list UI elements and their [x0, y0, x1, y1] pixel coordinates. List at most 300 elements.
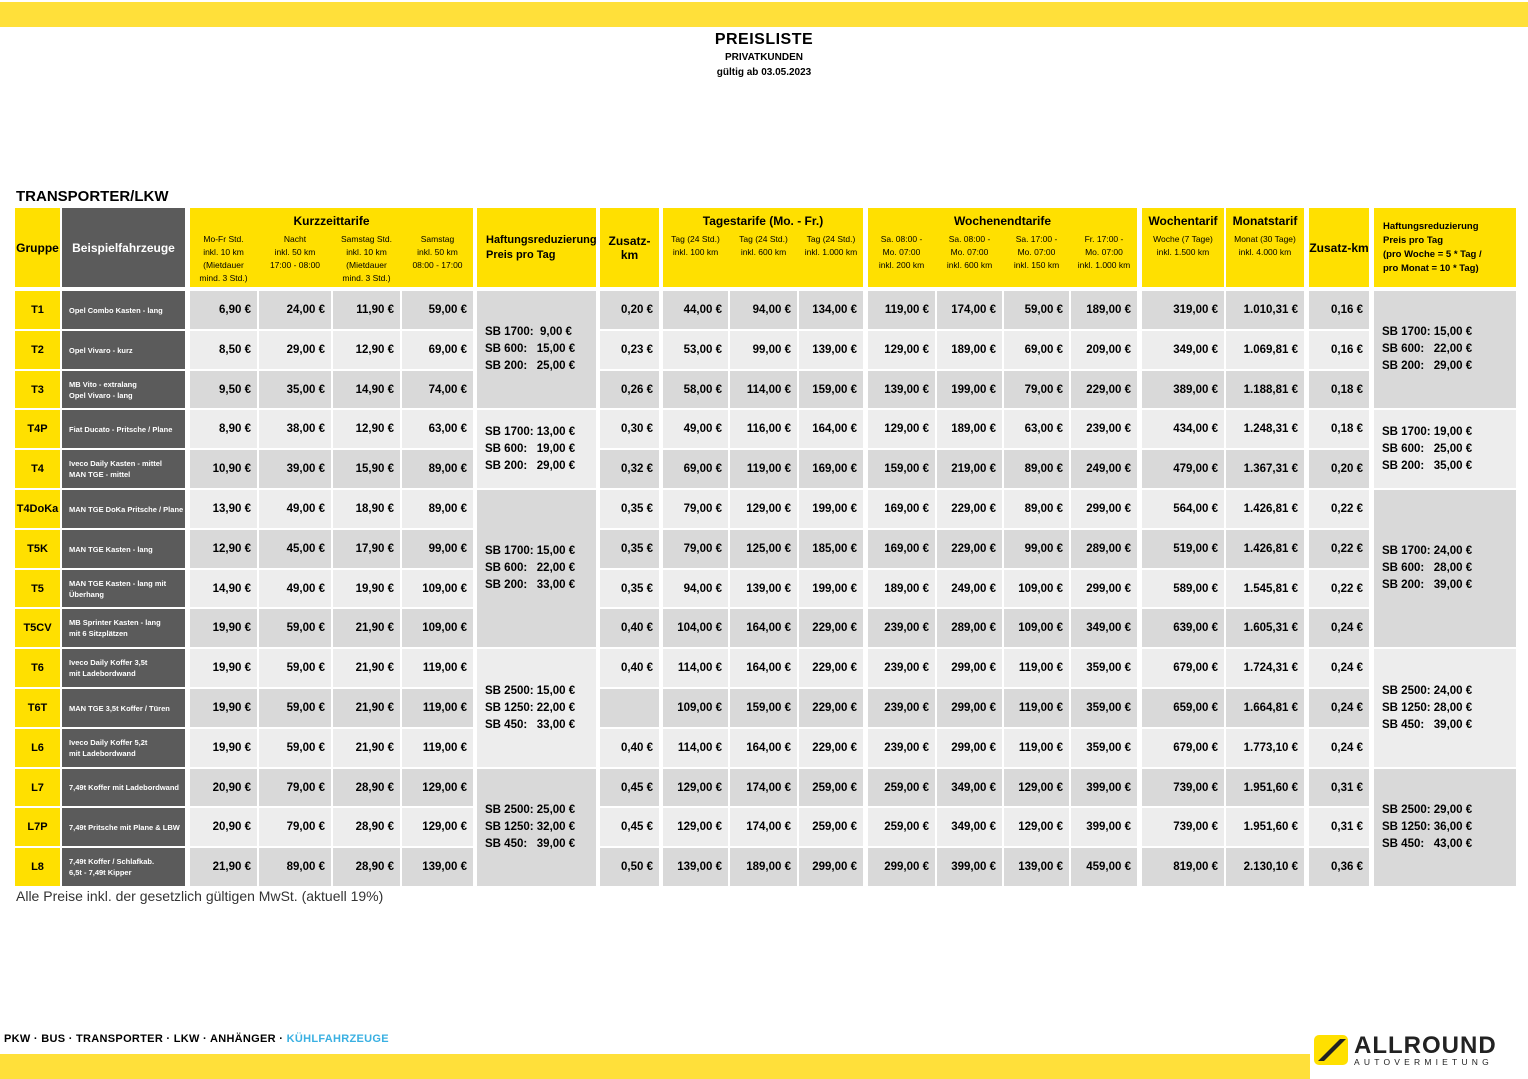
kurzzeit-price: 12,90 € [333, 331, 400, 369]
monats-price: 1.545,81 € [1226, 570, 1304, 607]
tages-price: 174,00 € [730, 808, 797, 846]
group-code: T6T [15, 689, 60, 727]
logo-mark-icon [1314, 1035, 1348, 1065]
zusatz-km-price-2: 0,18 € [1309, 410, 1369, 448]
group-code: T5CV [15, 609, 60, 647]
wochenend-price: 79,00 € [1004, 371, 1069, 408]
header-wochenend-sub: Sa. 17:00 - Mo. 07:00 inkl. 150 km [1013, 234, 1060, 270]
kurzzeit-price: 89,00 € [259, 848, 331, 886]
kurzzeit-price: 99,00 € [402, 530, 473, 568]
wochenend-price: 359,00 € [1071, 689, 1137, 727]
haftung-woche-block: SB 1700: 19,00 € SB 600: 25,00 € SB 200: 35,00 € [1374, 410, 1516, 488]
tages-price: 169,00 € [799, 450, 863, 488]
header-wochenend-sub: Sa. 08:00 - Mo. 07:00 inkl. 600 km [946, 234, 993, 270]
example-vehicle: Iveco Daily Kasten - mittel MAN TGE - mittel [62, 450, 185, 488]
wochen-price: 519,00 € [1142, 530, 1224, 568]
header-monatstarif-title: Monatstarif [1232, 214, 1298, 228]
haftung-tag-block: SB 1700: 9,00 € SB 600: 15,00 € SB 200: 25,00 € [477, 291, 596, 408]
tages-price: 53,00 € [663, 331, 728, 369]
wochenend-price: 99,00 € [1004, 530, 1069, 568]
zusatz-km-price-2: 0,36 € [1309, 848, 1369, 886]
wochenend-price: 299,00 € [937, 729, 1002, 767]
group-code: T2 [15, 331, 60, 369]
header-tagestarife-title: Tagestarife (Mo. - Fr.) [702, 214, 824, 228]
header-kurzzeit-sub: Mo-Fr Std. inkl. 10 km (Mietdauer mind. 3 Std.) [199, 234, 248, 283]
header-woche-sub: Woche (7 Tage) inkl. 1.500 km [1153, 234, 1213, 257]
zusatz-km-price: 0,40 € [600, 649, 659, 687]
wochenend-price: 239,00 € [868, 689, 935, 727]
example-vehicle: Opel Combo Kasten - lang [62, 291, 185, 329]
kurzzeit-price: 59,00 € [259, 689, 331, 727]
wochen-price: 434,00 € [1142, 410, 1224, 448]
wochenend-price: 209,00 € [1071, 331, 1137, 369]
zusatz-km-price-2: 0,20 € [1309, 450, 1369, 488]
wochenend-price: 359,00 € [1071, 729, 1137, 767]
tages-price: 116,00 € [730, 410, 797, 448]
wochenend-price: 459,00 € [1071, 848, 1137, 886]
tages-price: 94,00 € [663, 570, 728, 607]
tages-price: 139,00 € [663, 848, 728, 886]
kurzzeit-price: 19,90 € [190, 649, 257, 687]
header-kurzzeittarife-title: Kurzzeittarife [293, 214, 370, 228]
group-code: L7 [15, 769, 60, 806]
example-vehicle: MAN TGE DoKa Pritsche / Plane [62, 490, 185, 528]
wochenend-price: 239,00 € [1071, 410, 1137, 448]
haftung-tag-block: SB 1700: 13,00 € SB 600: 19,00 € SB 200: 29,00 € [477, 410, 596, 488]
haftung-woche-block: SB 1700: 15,00 € SB 600: 22,00 € SB 200: 29,00 € [1374, 291, 1516, 408]
zusatz-km-price-2: 0,16 € [1309, 291, 1369, 329]
tages-price: 164,00 € [730, 729, 797, 767]
kurzzeit-price: 14,90 € [190, 570, 257, 607]
header-zusatz-km-2: Zusatz-km [1309, 208, 1369, 287]
example-vehicle: MAN TGE 3,5t Koffer / Türen [62, 689, 185, 727]
wochen-price: 479,00 € [1142, 450, 1224, 488]
wochenend-price: 139,00 € [868, 371, 935, 408]
kurzzeit-price: 109,00 € [402, 609, 473, 647]
haftung-woche-block: SB 2500: 24,00 € SB 1250: 28,00 € SB 450: 39,00 € [1374, 649, 1516, 767]
tages-price: 185,00 € [799, 530, 863, 568]
wochenend-price: 249,00 € [937, 570, 1002, 607]
haftung-woche-block: SB 1700: 24,00 € SB 600: 28,00 € SB 200: 39,00 € [1374, 490, 1516, 647]
wochenend-price: 299,00 € [937, 649, 1002, 687]
footer-categories [4, 1033, 389, 1045]
wochenend-price: 89,00 € [1004, 490, 1069, 528]
tages-price: 58,00 € [663, 371, 728, 408]
tages-price: 199,00 € [799, 570, 863, 607]
wochenend-price: 59,00 € [1004, 291, 1069, 329]
header-kurzzeit-sub: Nacht inkl. 50 km 17:00 - 08:00 [269, 234, 321, 270]
zusatz-km-price: 0,45 € [600, 808, 659, 846]
wochenend-price: 299,00 € [1071, 570, 1137, 607]
wochenend-price: 129,00 € [1004, 808, 1069, 846]
group-code: T3 [15, 371, 60, 408]
wochenend-price: 299,00 € [1071, 490, 1137, 528]
tages-price: 229,00 € [799, 609, 863, 647]
wochenend-price: 109,00 € [1004, 609, 1069, 647]
wochen-price: 589,00 € [1142, 570, 1224, 607]
wochenend-price: 63,00 € [1004, 410, 1069, 448]
haftung-tag-block: SB 1700: 15,00 € SB 600: 22,00 € SB 200: 33,00 € [477, 490, 596, 647]
kurzzeit-price: 119,00 € [402, 649, 473, 687]
monats-price: 1.951,60 € [1226, 769, 1304, 806]
example-vehicle: MAN TGE Kasten - lang mit Überhang [62, 570, 185, 607]
kurzzeit-price: 38,00 € [259, 410, 331, 448]
wochenend-price: 229,00 € [937, 530, 1002, 568]
footer-category-list: PKW · BUS · TRANSPORTER · LKW · ANHÄNGER · [4, 1033, 284, 1045]
example-vehicle: MB Vito - extralang Opel Vivaro - lang [62, 371, 185, 408]
header-tages-sub: Tag (24 Std.) inkl. 1.000 km [804, 234, 858, 257]
header-kurzzeit-sub: Samstag inkl. 50 km 08:00 - 17:00 [412, 234, 463, 270]
header-zusatz-km: Zusatz-km [600, 208, 659, 287]
kurzzeit-price: 12,90 € [333, 410, 400, 448]
wochenend-price: 189,00 € [868, 570, 935, 607]
kurzzeit-price: 129,00 € [402, 769, 473, 806]
tages-price: 139,00 € [799, 331, 863, 369]
monats-price: 1.367,31 € [1226, 450, 1304, 488]
wochenend-price: 249,00 € [1071, 450, 1137, 488]
tages-price: 174,00 € [730, 769, 797, 806]
wochenend-price: 139,00 € [1004, 848, 1069, 886]
kurzzeit-price: 19,90 € [190, 689, 257, 727]
kurzzeit-price: 69,00 € [402, 331, 473, 369]
group-code: T1 [15, 291, 60, 329]
zusatz-km-price-2: 0,24 € [1309, 689, 1369, 727]
tages-price: 114,00 € [663, 649, 728, 687]
example-vehicle: 7,49t Koffer / Schlafkab. 6,5t - 7,49t Kipper [62, 848, 185, 886]
tages-price: 159,00 € [730, 689, 797, 727]
kurzzeit-price: 21,90 € [333, 729, 400, 767]
header-wochenend-sub: Fr. 17:00 - Mo. 07:00 inkl. 1.000 km [1077, 234, 1131, 270]
group-code: L6 [15, 729, 60, 767]
wochen-price: 679,00 € [1142, 649, 1224, 687]
section-title: TRANSPORTER/LKW [16, 188, 169, 205]
tages-price: 109,00 € [663, 689, 728, 727]
monats-price: 1.773,10 € [1226, 729, 1304, 767]
zusatz-km-price: 0,35 € [600, 530, 659, 568]
logo-subtitle: AUTOVERMIETUNG [1354, 1057, 1493, 1067]
header-wochenend-sub: Sa. 08:00 - Mo. 07:00 inkl. 200 km [878, 234, 925, 270]
zusatz-km-price-2: 0,22 € [1309, 570, 1369, 607]
monats-price: 1.951,60 € [1226, 808, 1304, 846]
example-vehicle: 7,49t Koffer mit Ladebordwand [62, 769, 185, 806]
tages-price: 159,00 € [799, 371, 863, 408]
wochenend-price: 119,00 € [1004, 649, 1069, 687]
wochenend-price: 89,00 € [1004, 450, 1069, 488]
zusatz-km-price: 0,45 € [600, 769, 659, 806]
vat-footnote: Alle Preise inkl. der gesetzlich gültigen MwSt. (aktuell 19%) [16, 888, 384, 904]
kurzzeit-price: 21,90 € [333, 609, 400, 647]
wochenend-price: 239,00 € [868, 729, 935, 767]
group-code: T4DoKa [15, 490, 60, 528]
kurzzeit-price: 79,00 € [259, 769, 331, 806]
top-accent-bar [0, 2, 1528, 27]
wochen-price: 319,00 € [1142, 291, 1224, 329]
kurzzeit-price: 28,90 € [333, 848, 400, 886]
kurzzeit-price: 74,00 € [402, 371, 473, 408]
wochen-price: 739,00 € [1142, 769, 1224, 806]
kurzzeit-price: 28,90 € [333, 769, 400, 806]
monats-price: 1.426,81 € [1226, 490, 1304, 528]
zusatz-km-price: 0,20 € [600, 291, 659, 329]
tages-price: 164,00 € [730, 609, 797, 647]
kurzzeit-price: 109,00 € [402, 570, 473, 607]
header-haftung-tag: Haftungsreduzierung Preis pro Tag [477, 208, 596, 287]
kurzzeit-price: 139,00 € [402, 848, 473, 886]
kurzzeit-price: 129,00 € [402, 808, 473, 846]
wochenend-price: 219,00 € [937, 450, 1002, 488]
wochenend-price: 169,00 € [868, 490, 935, 528]
tages-price: 299,00 € [799, 848, 863, 886]
wochenend-price: 239,00 € [868, 649, 935, 687]
wochenend-price: 229,00 € [937, 490, 1002, 528]
tages-price: 119,00 € [730, 450, 797, 488]
wochenend-price: 129,00 € [868, 331, 935, 369]
kurzzeit-price: 15,90 € [333, 450, 400, 488]
zusatz-km-price: 0,50 € [600, 848, 659, 886]
kurzzeit-price: 10,90 € [190, 450, 257, 488]
footer-category-highlight: KÜHLFAHRZEUGE [286, 1033, 389, 1045]
wochenend-price: 119,00 € [1004, 689, 1069, 727]
wochen-price: 564,00 € [1142, 490, 1224, 528]
kurzzeit-price: 28,90 € [333, 808, 400, 846]
wochenend-price: 119,00 € [868, 291, 935, 329]
monats-price: 1.426,81 € [1226, 530, 1304, 568]
wochenend-price: 159,00 € [868, 450, 935, 488]
wochenend-price: 299,00 € [937, 689, 1002, 727]
haftung-tag-block: SB 2500: 25,00 € SB 1250: 32,00 € SB 450: 39,00 € [477, 769, 596, 886]
tages-price: 125,00 € [730, 530, 797, 568]
zusatz-km-price: 0,30 € [600, 410, 659, 448]
wochenend-price: 399,00 € [1071, 769, 1137, 806]
wochenend-price: 109,00 € [1004, 570, 1069, 607]
header-wochenendtarife-title: Wochenendtarife [953, 214, 1052, 228]
tages-price: 134,00 € [799, 291, 863, 329]
header-tages-sub: Tag (24 Std.) inkl. 600 km [739, 234, 788, 257]
wochenend-price: 359,00 € [1071, 649, 1137, 687]
wochenend-price: 349,00 € [937, 769, 1002, 806]
wochenend-price: 129,00 € [868, 410, 935, 448]
kurzzeit-price: 21,90 € [333, 689, 400, 727]
tages-price: 229,00 € [799, 729, 863, 767]
kurzzeit-price: 17,90 € [333, 530, 400, 568]
group-code: L7P [15, 808, 60, 846]
kurzzeit-price: 59,00 € [259, 649, 331, 687]
tages-price: 189,00 € [730, 848, 797, 886]
kurzzeit-price: 21,90 € [333, 649, 400, 687]
tages-price: 79,00 € [663, 490, 728, 528]
example-vehicle: MB Sprinter Kasten - lang mit 6 Sitzplätzen [62, 609, 185, 647]
kurzzeit-price: 19,90 € [333, 570, 400, 607]
kurzzeit-price: 39,00 € [259, 450, 331, 488]
wochenend-price: 399,00 € [937, 848, 1002, 886]
wochen-price: 389,00 € [1142, 371, 1224, 408]
tages-price: 199,00 € [799, 490, 863, 528]
tages-price: 114,00 € [663, 729, 728, 767]
page-subtitle: PRIVATKUNDEN [725, 52, 803, 63]
wochen-price: 679,00 € [1142, 729, 1224, 767]
monats-price: 2.130,10 € [1226, 848, 1304, 886]
zusatz-km-price-2: 0,16 € [1309, 331, 1369, 369]
valid-from-date: gültig ab 03.05.2023 [716, 67, 812, 78]
tages-price: 129,00 € [663, 769, 728, 806]
kurzzeit-price: 19,90 € [190, 609, 257, 647]
kurzzeit-price: 8,50 € [190, 331, 257, 369]
kurzzeit-price: 12,90 € [190, 530, 257, 568]
wochenend-price: 399,00 € [1071, 808, 1137, 846]
tages-price: 129,00 € [730, 490, 797, 528]
tages-price: 99,00 € [730, 331, 797, 369]
tages-price: 129,00 € [663, 808, 728, 846]
tages-price: 79,00 € [663, 530, 728, 568]
wochenend-price: 259,00 € [868, 769, 935, 806]
group-code: T4 [15, 450, 60, 488]
header-beispielfahrzeuge: Beispielfahrzeuge [62, 208, 185, 287]
zusatz-km-price [600, 689, 659, 727]
wochen-price: 349,00 € [1142, 331, 1224, 369]
wochenend-price: 289,00 € [1071, 530, 1137, 568]
zusatz-km-price: 0,35 € [600, 570, 659, 607]
tages-price: 114,00 € [730, 371, 797, 408]
zusatz-km-price-2: 0,31 € [1309, 808, 1369, 846]
kurzzeit-price: 21,90 € [190, 848, 257, 886]
header-wochentarif-title: Wochentarif [1148, 214, 1218, 228]
wochenend-price: 119,00 € [1004, 729, 1069, 767]
wochenend-price: 349,00 € [937, 808, 1002, 846]
tages-price: 164,00 € [730, 649, 797, 687]
kurzzeit-price: 18,90 € [333, 490, 400, 528]
group-code: T6 [15, 649, 60, 687]
wochenend-price: 289,00 € [937, 609, 1002, 647]
monats-price: 1.724,31 € [1226, 649, 1304, 687]
wochenend-price: 189,00 € [937, 331, 1002, 369]
example-vehicle: Iveco Daily Koffer 3,5t mit Ladebordwand [62, 649, 185, 687]
wochen-price: 739,00 € [1142, 808, 1224, 846]
tages-price: 94,00 € [730, 291, 797, 329]
zusatz-km-price: 0,35 € [600, 490, 659, 528]
zusatz-km-price-2: 0,22 € [1309, 490, 1369, 528]
group-code: T5K [15, 530, 60, 568]
kurzzeit-price: 59,00 € [402, 291, 473, 329]
kurzzeit-price: 20,90 € [190, 769, 257, 806]
tages-price: 229,00 € [799, 649, 863, 687]
wochenend-price: 259,00 € [868, 808, 935, 846]
kurzzeit-price: 49,00 € [259, 490, 331, 528]
tages-price: 49,00 € [663, 410, 728, 448]
zusatz-km-price-2: 0,24 € [1309, 649, 1369, 687]
kurzzeit-price: 35,00 € [259, 371, 331, 408]
kurzzeit-price: 14,90 € [333, 371, 400, 408]
wochenend-price: 239,00 € [868, 609, 935, 647]
kurzzeit-price: 89,00 € [402, 490, 473, 528]
header-gruppe: Gruppe [15, 208, 60, 287]
wochenend-price: 299,00 € [868, 848, 935, 886]
tages-price: 104,00 € [663, 609, 728, 647]
zusatz-km-price-2: 0,24 € [1309, 729, 1369, 767]
wochenend-price: 69,00 € [1004, 331, 1069, 369]
monats-price: 1.188,81 € [1226, 371, 1304, 408]
haftung-woche-block: SB 2500: 29,00 € SB 1250: 36,00 € SB 450: 43,00 € [1374, 769, 1516, 886]
zusatz-km-price-2: 0,24 € [1309, 609, 1369, 647]
kurzzeit-price: 20,90 € [190, 808, 257, 846]
group-code: T4P [15, 410, 60, 448]
wochenend-price: 129,00 € [1004, 769, 1069, 806]
haftung-tag-block: SB 2500: 15,00 € SB 1250: 22,00 € SB 450: 33,00 € [477, 649, 596, 767]
wochenend-price: 189,00 € [937, 410, 1002, 448]
monats-price: 1.605,31 € [1226, 609, 1304, 647]
kurzzeit-price: 8,90 € [190, 410, 257, 448]
wochen-price: 659,00 € [1142, 689, 1224, 727]
zusatz-km-price-2: 0,31 € [1309, 769, 1369, 806]
monats-price: 1.069,81 € [1226, 331, 1304, 369]
monats-price: 1.010,31 € [1226, 291, 1304, 329]
zusatz-km-price-2: 0,18 € [1309, 371, 1369, 408]
kurzzeit-price: 89,00 € [402, 450, 473, 488]
header-kurzzeit-sub: Samstag Std. inkl. 10 km (Mietdauer mind. 3 Std.) [340, 234, 393, 283]
kurzzeit-price: 19,90 € [190, 729, 257, 767]
tages-price: 139,00 € [730, 570, 797, 607]
wochenend-price: 174,00 € [937, 291, 1002, 329]
kurzzeit-price: 13,90 € [190, 490, 257, 528]
bottom-accent-bar [0, 1054, 1310, 1079]
kurzzeit-price: 11,90 € [333, 291, 400, 329]
kurzzeit-price: 63,00 € [402, 410, 473, 448]
wochenend-price: 229,00 € [1071, 371, 1137, 408]
company-logo [1312, 1030, 1522, 1070]
wochen-price: 819,00 € [1142, 848, 1224, 886]
kurzzeit-price: 59,00 € [259, 609, 331, 647]
kurzzeit-price: 119,00 € [402, 729, 473, 767]
example-vehicle: Opel Vivaro - kurz [62, 331, 185, 369]
zusatz-km-price: 0,23 € [600, 331, 659, 369]
header-tages-sub: Tag (24 Std.) inkl. 100 km [671, 234, 720, 257]
group-code: T5 [15, 570, 60, 607]
tages-price: 44,00 € [663, 291, 728, 329]
tages-price: 164,00 € [799, 410, 863, 448]
example-vehicle: MAN TGE Kasten - lang [62, 530, 185, 568]
header-haftung-woche: Haftungsreduzierung Preis pro Tag (pro Woche = 5 * Tag / pro Monat = 10 * Tag) [1374, 208, 1516, 287]
wochenend-price: 349,00 € [1071, 609, 1137, 647]
zusatz-km-price: 0,26 € [600, 371, 659, 408]
kurzzeit-price: 6,90 € [190, 291, 257, 329]
wochenend-price: 199,00 € [937, 371, 1002, 408]
kurzzeit-price: 59,00 € [259, 729, 331, 767]
monats-price: 1.664,81 € [1226, 689, 1304, 727]
kurzzeit-price: 45,00 € [259, 530, 331, 568]
header-monat-sub: Monat (30 Tage) inkl. 4.000 km [1234, 234, 1296, 257]
tages-price: 69,00 € [663, 450, 728, 488]
page-title: PREISLISTE [714, 31, 814, 48]
kurzzeit-price: 79,00 € [259, 808, 331, 846]
zusatz-km-price-2: 0,22 € [1309, 530, 1369, 568]
example-vehicle: Fiat Ducato - Pritsche / Plane [62, 410, 185, 448]
kurzzeit-price: 29,00 € [259, 331, 331, 369]
tages-price: 259,00 € [799, 808, 863, 846]
kurzzeit-price: 119,00 € [402, 689, 473, 727]
wochen-price: 639,00 € [1142, 609, 1224, 647]
zusatz-km-price: 0,40 € [600, 729, 659, 767]
monats-price: 1.248,31 € [1226, 410, 1304, 448]
example-vehicle: 7,49t Pritsche mit Plane & LBW [62, 808, 185, 846]
group-code: L8 [15, 848, 60, 886]
kurzzeit-price: 9,50 € [190, 371, 257, 408]
kurzzeit-price: 24,00 € [259, 291, 331, 329]
zusatz-km-price: 0,32 € [600, 450, 659, 488]
example-vehicle: Iveco Daily Koffer 5,2t mit Ladebordwand [62, 729, 185, 767]
zusatz-km-price: 0,40 € [600, 609, 659, 647]
wochenend-price: 169,00 € [868, 530, 935, 568]
logo-name: ALLROUND [1354, 1032, 1497, 1059]
tages-price: 259,00 € [799, 769, 863, 806]
